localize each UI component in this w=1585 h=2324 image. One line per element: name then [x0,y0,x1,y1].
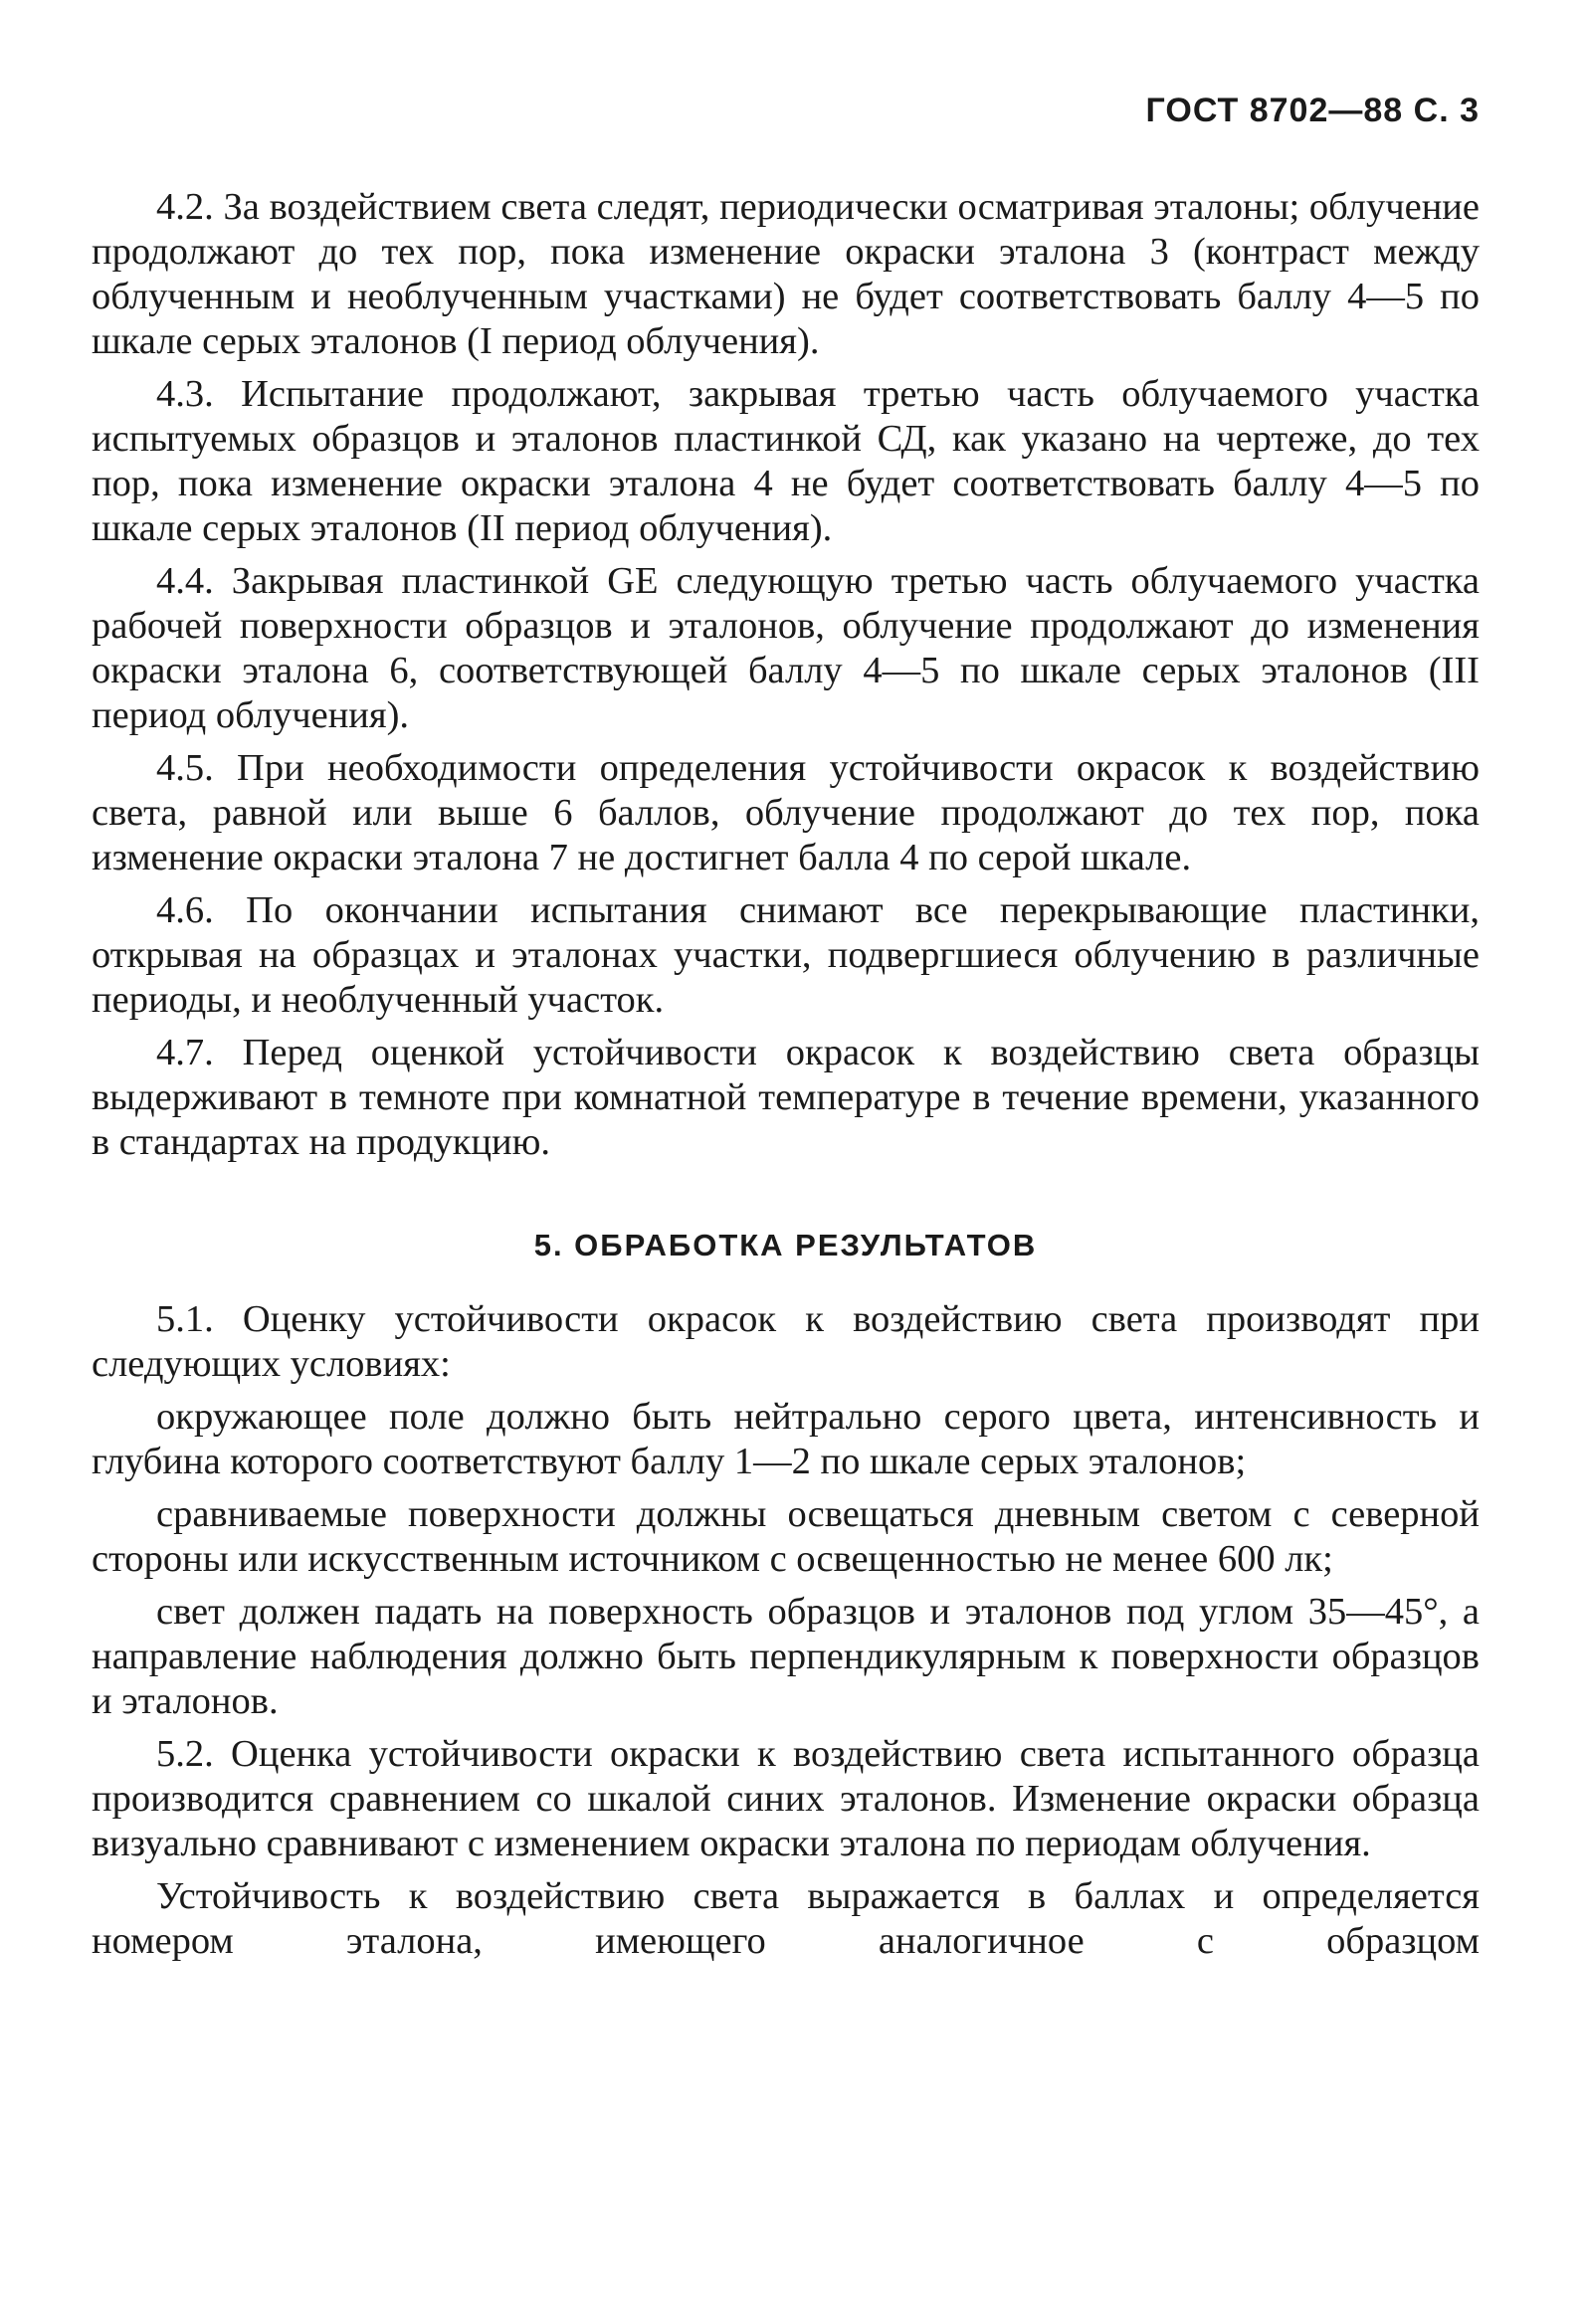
paragraph-5-2: 5.2. Оценка устойчивости окраски к воздействию света испытанного образца производится сравнением со шкалой синих эталонов. Изменение окраски образца визуально сравнивают с изменением окраски эталона по периодам облучения. [92,1733,1480,1864]
paragraph-4-4: 4.4. Закрывая пластинкой GE следующую третью часть облучаемого участка рабочей поверхности образцов и эталонов, облучение продолжают до изменения окраски эталона 6, соответствующей баллу 4—5 по шкале серых эталонов (III период облучения). [92,560,1480,736]
paragraph-4-6: 4.6. По окончании испытания снимают все перекрывающие пластинки, открывая на образцах и эталонах участки, подвергшиеся облучению в различные периоды, и необлученный участок. [92,889,1480,1021]
document-body [92,185,1480,1972]
paragraph-4-5: 4.5. При необходимости определения устойчивости окрасок к воздействию света, равной или выше 6 баллов, облучение продолжают до тех пор, пока изменение окраски эталона 7 не достигнет балла 4 по серой шкале. [92,747,1480,878]
paragraph-4-2: 4.2. За воздействием света следят, периодически осматривая эталоны; облучение продолжают до тех пор, пока изменение окраски эталона 3 (контраст между облученным и необлученным участками) не будет соответствовать баллу 4—5 по шкале серых эталонов (I период облучения). [92,186,1480,362]
paragraph-4-7: 4.7. Перед оценкой устойчивости окрасок к воздействию света образцы выдерживают в темноте при комнатной температуре в течение времени, указанного в стандартах на продукцию. [92,1032,1480,1163]
paragraph-5-1-condition-light: сравниваемые поверхности должны освещаться дневным светом с северной стороны или искусственным источником с освещенностью не менее 600 лк; [92,1493,1480,1580]
section-heading: 5. ОБРАБОТКА РЕЗУЛЬТАТОВ [533,1228,1038,1262]
paragraph-4-3: 4.3. Испытание продолжают, закрывая третью часть облучаемого участка испытуемых образцов и эталонов пластинкой СД, как указано на чертеже, до тех пор, пока изменение окраски эталона 4 не будет соответствовать баллу 4—5 по шкале серых эталонов (II период облучения). [92,373,1480,549]
running-header: ГОСТ 8702—88 С. 3 [1145,92,1480,129]
paragraph-5-1: 5.1. Оценку устойчивости окрасок к воздействию света производят при следующих условиях: [92,1298,1480,1385]
paragraph-5-1-condition-angle: свет должен падать на поверхность образцов и эталонов под углом 35—45°, а направление наблюдения должно быть перпендикулярным к поверхности образцов и эталонов. [92,1591,1480,1722]
paragraph-5-2-continued: Устойчивость к воздействию света выражается в баллах и определяется номером эталона, имеющего аналогичное с образцом [92,1875,1480,1962]
document-page [92,0,1480,2324]
paragraph-5-1-condition-field: окружающее поле должно быть нейтрально серого цвета, интенсивность и глубина которого соответствуют баллу 1—2 по шкале серых эталонов; [92,1396,1480,1482]
